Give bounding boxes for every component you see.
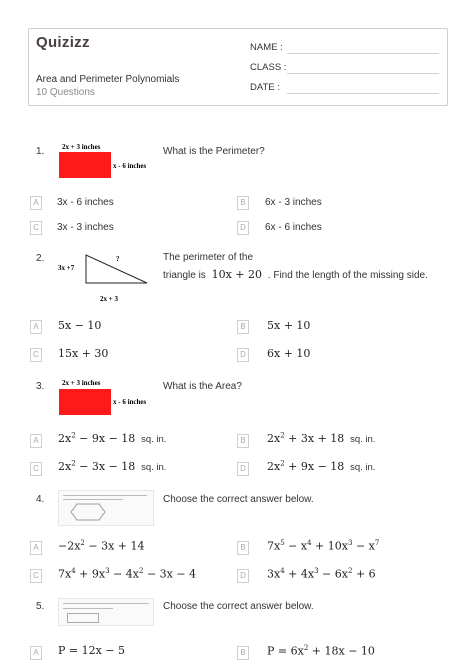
date-line[interactable] <box>287 93 439 94</box>
question-text-part: . Find the length of the missing side. <box>267 270 428 281</box>
option-math <box>267 460 344 473</box>
option-text[interactable]: P = 12x − 5 <box>58 644 126 657</box>
figure-top-label: 2x + 3 inches <box>62 143 101 151</box>
question-number: 1. <box>36 146 45 157</box>
triangle-hyp-label: ? <box>116 255 120 263</box>
question-number: 2. <box>36 253 45 264</box>
option-text[interactable]: 6x - 6 inches <box>265 222 322 233</box>
figure-side-label: x - 6 inches <box>113 162 147 170</box>
option-letter-b[interactable]: B <box>237 196 249 210</box>
figure-top-label: 2x + 3 inches <box>62 379 101 387</box>
option-letter-d[interactable]: D <box>237 348 249 362</box>
option-letter-c[interactable]: C <box>30 569 42 583</box>
name-line[interactable] <box>287 53 439 54</box>
term: − 9x − 18 <box>75 431 136 445</box>
term: − 3x − 18 <box>75 459 136 473</box>
triangle-left-label: 3x +7 <box>58 264 75 272</box>
option-letter-c[interactable]: C <box>30 462 42 476</box>
unit: sq. in. <box>350 461 376 473</box>
option-letter-a[interactable]: A <box>30 320 42 334</box>
exponent: 2 <box>280 431 285 439</box>
option-letter-b[interactable]: B <box>237 434 249 448</box>
option-letter-a[interactable]: A <box>30 541 42 555</box>
option-math <box>58 432 135 445</box>
hexagon-figure <box>69 502 109 522</box>
term: + 3x + 18 <box>284 431 345 445</box>
option-text[interactable] <box>267 459 375 473</box>
option-text[interactable] <box>267 431 375 445</box>
option-text[interactable]: $7x^5 - x^4 + 10x^3 - x^7$ <box>267 539 380 553</box>
unit: sq. in. <box>141 461 167 473</box>
option-letter-d[interactable]: D <box>237 569 249 583</box>
question-text: What is the Area? <box>163 381 242 392</box>
question-text-part: triangle is <box>163 270 206 281</box>
exponent: 2 <box>71 431 76 439</box>
unit: sq. in. <box>350 433 376 445</box>
unit: sq. in. <box>141 433 167 445</box>
question-text: Choose the correct answer below. <box>163 601 314 612</box>
option-text[interactable] <box>58 459 166 473</box>
option-letter-a[interactable]: A <box>30 196 42 210</box>
question-number: 3. <box>36 381 45 392</box>
option-letter-b[interactable]: B <box>237 646 249 660</box>
option-text[interactable]: 15x + 30 <box>58 347 109 360</box>
name-label: NAME : <box>250 42 283 53</box>
option-text[interactable]: 3x - 3 inches <box>57 222 114 233</box>
term: 2x <box>267 459 281 473</box>
rectangle-figure <box>59 389 111 415</box>
option-text[interactable]: $-2x^2 - 3x + 14$ <box>58 539 145 553</box>
question-thumbnail <box>58 598 154 626</box>
figure-side-label: x - 6 inches <box>113 398 147 406</box>
term: + 9x − 18 <box>284 459 345 473</box>
triangle-bottom-label: 2x + 3 <box>100 295 118 303</box>
question-math: 10x + 20 <box>211 268 263 281</box>
question-text: Choose the correct answer below. <box>163 494 314 505</box>
option-text[interactable] <box>267 644 375 658</box>
option-text[interactable] <box>58 431 166 445</box>
option-letter-a[interactable]: A <box>30 434 42 448</box>
option-text[interactable]: 6x - 3 inches <box>265 197 322 208</box>
worksheet-title: Area and Perimeter Polynomials <box>36 74 180 85</box>
question-text-line2 <box>163 268 428 281</box>
option-letter-c[interactable]: C <box>30 348 42 362</box>
quizizz-logo: Quizizz <box>36 34 90 51</box>
option-letter-b[interactable]: B <box>237 320 249 334</box>
option-letter-a[interactable]: A <box>30 646 42 660</box>
rectangle-figure <box>59 152 111 178</box>
class-label: CLASS : <box>250 62 287 73</box>
option-letter-d[interactable]: D <box>237 221 249 235</box>
exponent: 2 <box>71 459 76 467</box>
term: 2x <box>58 431 72 445</box>
exponent: 2 <box>303 644 309 652</box>
term: + 18x − 10 <box>308 644 375 658</box>
exponent: 2 <box>280 459 285 467</box>
question-text-line1: The perimeter of the <box>163 252 254 263</box>
option-text[interactable]: 5x + 10 <box>267 319 311 332</box>
option-text[interactable]: 3x - 6 inches <box>57 197 114 208</box>
question-number: 5. <box>36 601 45 612</box>
class-line[interactable] <box>287 73 439 74</box>
worksheet-subtitle: 10 Questions <box>36 87 95 98</box>
question-thumbnail <box>58 490 154 526</box>
date-label: DATE : <box>250 82 280 93</box>
term: 2x <box>267 431 281 445</box>
option-math <box>58 460 135 473</box>
option-text[interactable]: $7x^4 + 9x^3 - 4x^2 - 3x - 4$ <box>58 567 197 581</box>
option-math <box>267 432 344 445</box>
option-text[interactable]: 6x + 10 <box>267 347 311 360</box>
option-letter-c[interactable]: C <box>30 221 42 235</box>
option-text[interactable]: 5x − 10 <box>58 319 102 332</box>
option-text[interactable]: $3x^4 + 4x^3 - 6x^2 + 6$ <box>267 567 376 581</box>
question-number: 4. <box>36 494 45 505</box>
option-letter-d[interactable]: D <box>237 462 249 476</box>
option-letter-b[interactable]: B <box>237 541 249 555</box>
term: 2x <box>58 459 72 473</box>
question-text: What is the Perimeter? <box>163 146 265 157</box>
term: P = 6x <box>267 644 304 658</box>
